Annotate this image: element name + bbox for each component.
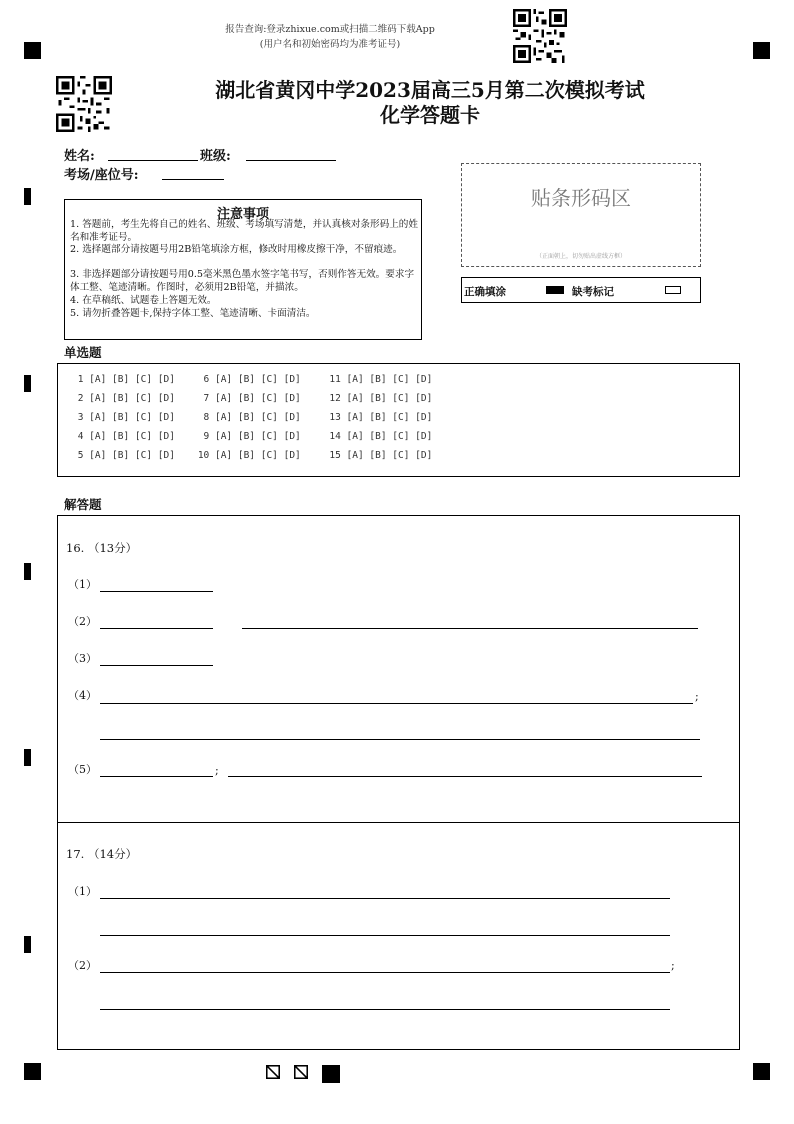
notice-item: 3. 非选择题部分请按题号用0.5毫米黑色墨水签字笔书写，否则作答无效。要求字体工整、笔迹清晰。作图时，必须用2B铅笔，并描浓。 [70, 269, 415, 293]
barcode-label: 贴条形码区 [531, 186, 631, 210]
registration-mark-top-right [753, 42, 770, 59]
answer-section-label: 解答题 [64, 497, 102, 512]
mc-section-label: 单选题 [64, 345, 102, 360]
registration-mark-bottom-right [753, 1063, 770, 1080]
filled-box-icon [322, 1065, 340, 1083]
timing-mark [24, 749, 31, 766]
notice-item: 2. 选择题部分请按题号用2B铅笔填涂方框，修改时用橡皮擦干净，不留痕迹。 [70, 244, 403, 255]
answer-line[interactable] [100, 898, 670, 899]
mc-row[interactable]: 4 [A] [B] [C] [D] 9 [A] [B] [C] [D] 14 [A] [B] [C] [D] [72, 431, 433, 442]
room-seat-field[interactable] [162, 179, 224, 180]
qr-code-icon [56, 76, 112, 132]
class-field[interactable] [246, 160, 336, 161]
answer-line[interactable] [100, 739, 700, 740]
fill-legend [461, 277, 701, 303]
login-hint: (用户名和初始密码均为准考证号) [259, 39, 401, 50]
mc-row[interactable]: 3 [A] [B] [C] [D] 8 [A] [B] [C] [D] 13 [A] [B] [C] [D] [72, 412, 433, 423]
answer-line[interactable] [100, 628, 213, 629]
registration-mark-top-left [24, 42, 41, 59]
barcode-area [461, 163, 701, 267]
page-title: 湖北省黄冈中学2023届高三5月第二次模拟考试 [215, 78, 645, 102]
answer-line[interactable] [100, 972, 670, 973]
question-17-box [57, 822, 740, 1050]
mc-row[interactable]: 1 [A] [B] [C] [D] 6 [A] [B] [C] [D] 11 [A] [B] [C] [D] [72, 374, 433, 385]
timing-mark [24, 936, 31, 953]
page-subtitle: 化学答题卡 [380, 103, 480, 127]
part-label: （3） [68, 652, 97, 665]
barcode-note: （正面朝上，切勿贴出虚线方框） [535, 253, 626, 260]
notice-title: 注意事项 [216, 207, 269, 222]
part-label: （2） [68, 959, 97, 972]
class-label: 班级: [200, 149, 231, 164]
mc-row[interactable]: 5 [A] [B] [C] [D] 10 [A] [B] [C] [D] 15 [A] [B] [C] [D] [72, 450, 433, 461]
notice-item: 1. 答题前，考生先将自己的姓名、班级、考场填写清楚，并认真核对条形码上的姓名和准考证号。 [70, 219, 418, 243]
separator: ; [671, 959, 675, 972]
part-label: （1） [68, 885, 97, 898]
notice-box [64, 199, 422, 340]
answer-line[interactable] [100, 665, 213, 666]
answer-line[interactable] [100, 935, 670, 936]
notice-item: 4. 在草稿纸、试题卷上答题无效。 [70, 295, 217, 306]
report-query-note: 报告查询:登录zhixue.com或扫描二维码下载App [225, 24, 435, 35]
slashed-box-icon [266, 1065, 280, 1079]
answer-line[interactable] [100, 776, 213, 777]
answer-line[interactable] [100, 591, 213, 592]
question-17-heading: 17. （14分） [66, 847, 138, 861]
absent-mark-label: 缺考标记 [572, 286, 614, 298]
part-label: （2） [68, 615, 97, 628]
answer-line[interactable] [100, 703, 693, 704]
question-16-box [57, 515, 740, 823]
part-label: （5） [68, 763, 97, 776]
correct-fill-sample [546, 286, 564, 294]
timing-mark [24, 375, 31, 392]
absent-mark-box[interactable] [665, 286, 681, 294]
notice-item: 5. 请勿折叠答题卡,保持字体工整、笔迹清晰、卡面清洁。 [70, 308, 316, 319]
answer-line[interactable] [242, 628, 698, 629]
room-seat-label: 考场/座位号: [64, 168, 139, 183]
mc-answer-box [57, 363, 740, 477]
mc-row[interactable]: 2 [A] [B] [C] [D] 7 [A] [B] [C] [D] 12 [A] [B] [C] [D] [72, 393, 433, 404]
part-label: （4） [68, 689, 97, 702]
registration-mark-bottom-left [24, 1063, 41, 1080]
separator: ; [695, 690, 699, 703]
slashed-box-icon [294, 1065, 308, 1079]
timing-mark [24, 188, 31, 205]
name-label: 姓名: [64, 149, 95, 164]
question-16-heading: 16. （13分） [66, 541, 138, 555]
name-field[interactable] [108, 160, 198, 161]
correct-fill-label: 正确填涂 [464, 286, 506, 298]
qr-code-icon [513, 9, 567, 63]
answer-line[interactable] [228, 776, 702, 777]
part-label: （1） [68, 578, 97, 591]
answer-line[interactable] [100, 1009, 670, 1010]
timing-mark [24, 563, 31, 580]
separator: ; [215, 764, 219, 777]
